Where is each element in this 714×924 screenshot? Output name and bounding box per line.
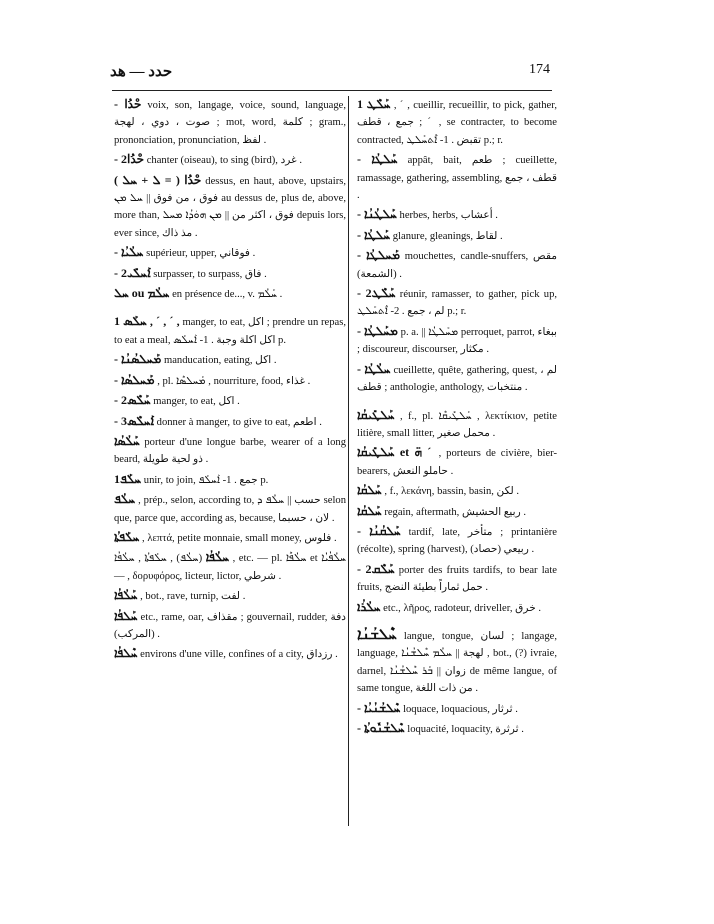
page-header: [110, 62, 550, 84]
entry-definition: herbes, herbs, أعشاب .: [399, 210, 498, 222]
dictionary-entry: [114, 96, 346, 149]
entry-headword: - ܡܚܰܠܛܳܐ: [357, 323, 398, 338]
dictionary-entry: [357, 503, 557, 521]
entry-headword: ܚܰܠܩܳܐ: [357, 483, 382, 498]
entry-headword: - ܚܰܠܛܳܐ: [357, 227, 391, 242]
entry-headword: ܚܠܳܦܳܐ: [205, 550, 230, 565]
entry-headword: ܚܰܠܳܦܳܐ: [114, 588, 138, 603]
entry-definition: cueillette, quête, gathering, quest, لم ، قطف ; anthologie, anthology, منتخبات .: [357, 364, 557, 394]
entry-definition: loquacité, loquacity, ثرثرة .: [407, 724, 524, 735]
entry-headword: - ܚܰܠܩܳܢܳܐ: [357, 523, 401, 538]
entry-headword: - ܚܰܠܛܳܐ: [357, 152, 398, 167]
left-column: [114, 96, 346, 666]
entry-definition: etc., rame, oar, مقذاف ; gouvernail, rudder, دفة (المركب) .: [114, 611, 346, 640]
entry-headword: - 2ܚܰܠܶܩ: [357, 561, 395, 576]
entry-headword: ܚܶܠܦܳܐ: [114, 646, 138, 661]
entry-definition: surpasser, to surpass, فاق .: [153, 268, 267, 280]
dictionary-entry: [357, 323, 557, 359]
dictionary-entry: [357, 561, 557, 597]
entry-definition: voix, son, langage, voice, sound, language, صوت ، دوي ، لهجة ; mot, word, كلمة ; gram., prononciation, pronunciation, لفظ .: [114, 100, 346, 146]
entry-headword: ܚܠܳܪܳܐ: [357, 599, 381, 614]
entry-definition: porter des fruits tardifs, to bear late fruits, حمل ثماراً بطيئة النضج .: [357, 564, 558, 594]
dictionary-entry: [357, 482, 557, 500]
entry-definition: regain, aftermath, ربيع الحشيش .: [384, 506, 526, 518]
entry-definition: en présence de..., v. ܚܰܠܳܡ .: [172, 289, 283, 301]
entry-definition: porteur d'une longue barbe, wearer of a long beard, ذو لحية طويلة .: [114, 436, 346, 466]
entry-definition: glanure, gleanings, لقاط .: [392, 230, 503, 242]
entry-definition: , bot., rave, turnip, لفت .: [140, 591, 246, 603]
entry-definition: , pl. ܡܰܚܠܣܶܐ , nourriture, food, غذاء .: [157, 375, 311, 387]
entry-definition: tardif, late, متأخر ; printanière (récolte), spring (harvest), ربيعي (حصاد) .: [357, 526, 558, 556]
entry-headword: ܚܠ ou ܚܠܳܡ: [114, 286, 170, 301]
entry-headword: - ܡܰܚܠܛܳܐ: [357, 248, 401, 263]
dictionary-entry: [114, 392, 346, 410]
entry-headword: ܚܰܠܩܳܐ: [357, 503, 382, 518]
dictionary-entry: [357, 285, 557, 321]
dictionary-entry: [114, 587, 346, 605]
dictionary-entry: [114, 413, 346, 431]
entry-headword: - ܡܰܚܠܣܳܐ: [114, 372, 155, 387]
dictionary-entry: [114, 351, 346, 369]
entry-definition: langue, tongue, لسان ; langage, language, لهجة || ܚܠܳܡ ܚܶܠܫܳܢܳܐ , bot., (?) ivraie, darnel, زوان || ܒܰܪ ܚܶܠܫܳܢܳܐ de même langue, of same tongue, من ذات اللغة .: [357, 630, 557, 695]
entry-headword: ܚܶܠܫܳܢܳܐ: [357, 626, 397, 643]
dictionary-entry: [114, 244, 346, 262]
dictionary-entry: [357, 523, 557, 559]
entry-definition: supérieur, upper, فوقاني .: [146, 248, 256, 260]
entry-definition: manger, to eat, اكل ; prendre un repas, to eat a meal, اكل اكلة وجبة . 1- ܐܰܚܠܰܣ p.: [114, 317, 347, 346]
entry-definition: unir, to join, جمع . 1- ܐܰܚܠܰܦ p.: [143, 474, 269, 486]
entry-definition: , f., λεκάνη, bassin, basin, لكن .: [384, 486, 519, 498]
entry-definition: , ˊ , cueillir, recueillir, to pick, gather, جمع ، قطف ; ˊ , se contracter, to become contracted, تقبض . 1- ܐܶܬܚܰܠܛ p.; r.: [357, 100, 557, 146]
entry-headword: - ܚܶܠܫܳܢܽܘܬܳܐ: [357, 721, 405, 735]
dictionary-entry: [357, 444, 557, 480]
entry-headword: - ܚܰܠܛܳܢܳܐ: [357, 207, 397, 222]
entry-definition: réunir, ramasser, to gather, pick up, لم ، جمع . 2- ܐܶܬܚܰܠܛ p.; r.: [357, 289, 558, 318]
entry-definition: environs d'une ville, confines of a city, رزداق .: [140, 649, 338, 661]
entry-headword: 1 ܚܰܠܶܛ: [357, 97, 391, 111]
dictionary-entry: [357, 361, 557, 397]
entry-definition: p. a. || ܡܚܰܠܛܳܐ perroquet, parrot, ببغاء ; discoureur, discourser, مكثار .: [357, 326, 557, 356]
dictionary-entry: [357, 700, 557, 718]
entry-headword: - ܚܶܠܫܳܢܳܝܳܐ: [357, 700, 401, 715]
dictionary-entry: [357, 227, 557, 245]
dictionary-entry: [114, 172, 346, 243]
entry-definition: loquace, loquacious, ثرثار .: [403, 703, 518, 715]
entry-headword: - ܚܠܳܛܳܐ: [357, 361, 391, 376]
entry-definition: etc., λῆρος, radoteur, driveller, خرق .: [383, 602, 542, 614]
header-rule: [112, 90, 552, 91]
entry-headword: حْدُا ( = ܠ + ܚܠ ): [114, 172, 202, 187]
dictionary-entry: [357, 96, 557, 149]
entry-headword: - 2حْدُا: [114, 152, 145, 167]
dictionary-entry: [357, 206, 557, 224]
entry-definition: (ܚܠܳܦ) , ܚܠܰܦܬܳܐ , ܚܠܳܦܳܐ , etc. — pl. ܚܠܳܦܶܐ et ܚܠܳܦܳܝܳܐ — , δορυφόρος, licteur, lictor, شرطي .: [114, 553, 346, 582]
dictionary-entry: [114, 529, 346, 547]
entry-definition: donner à manger, to give to eat, اطعم .: [156, 416, 322, 428]
entry-definition: , f., pl. ܚܰܠܛܺܝܩܶܐ , λεκτίκιον, petite litière, small litter, محمل صغير .: [357, 410, 557, 439]
entry-headword: - 3ܐܰܚܠܶܣ: [114, 413, 154, 428]
entry-headword: - 2ܚܰܠܶܣ: [114, 393, 151, 408]
entry-headword: ܚܰܠܛܺܝܩܳܐ: [357, 407, 395, 422]
entry-headword: ܚܰܠܳܣܳܐ: [114, 433, 140, 448]
entry-headword: 1 ܚܠܰܣ , ˊ , ˊ ,: [114, 314, 180, 329]
dictionary-entry: [114, 285, 346, 303]
entry-headword: ܚܰܠܛܺܝܩܳܐ et ܗ̈ ˊ: [357, 445, 434, 460]
dictionary-entry: [114, 471, 346, 489]
right-column: [348, 96, 557, 826]
dictionary-entry: [114, 265, 346, 283]
entry-headword: - حْدُا: [114, 97, 142, 111]
entry-definition: , prép., selon, according to, حسب || ܚܠܳܦ ܕ selon que, parce que, according as, because, لان ، حسبما .: [114, 495, 346, 524]
entry-headword: ܚܠܰܦܬܳܐ: [114, 529, 140, 544]
entry-headword: - 2ܐܰܚܠܺܝ: [114, 265, 151, 280]
entry-definition: , porteurs de civière, bier-bearers, حاملو النعش .: [357, 448, 557, 477]
entry-definition: dessus, en haut, above, upstairs, فوق ، من فوق || ܚܠ ܡܢ au dessus de, plus de, above, more than, فوق ، اكثر من || ܡܢ ܗܘܿܕܳܐ ܡܚܠ depuis lors, ever since, مذ ذاك .: [114, 175, 347, 239]
entry-definition: manger, to eat, اكل .: [153, 396, 240, 408]
dictionary-entry: [357, 627, 557, 698]
entry-definition: , λεπτά, petite monnaie, small money, فلوس .: [142, 532, 337, 544]
entry-definition: manducation, eating, اكل .: [163, 355, 277, 367]
dictionary-entry: [114, 433, 346, 469]
dictionary-entry: [114, 608, 346, 644]
dictionary-entry: [357, 720, 557, 738]
running-title: حدد — هد: [110, 64, 173, 80]
dictionary-entry: [114, 313, 346, 349]
entry-definition: chanter (oiseau), to sing (bird), غرد .: [146, 155, 302, 167]
dictionary-entry: [114, 645, 346, 663]
entry-headword: 1ܚܠܰܦ: [114, 471, 142, 486]
entry-headword: ܚܰܠܦܳܐ: [114, 608, 138, 623]
entry-definition: mouchettes, candle-snuffers, مقص (الشمعة) .: [357, 251, 557, 280]
dictionary-entry: [114, 549, 346, 585]
dictionary-entry: [357, 151, 557, 204]
entry-headword: - 2ܚܰܠܶܛ: [357, 286, 396, 301]
dictionary-entry: [114, 372, 346, 390]
entry-headword: - ܚܠܳܝܳܐ: [114, 245, 144, 260]
dictionary-entry: [114, 491, 346, 527]
entry-headword: ܚܠܳܦ: [114, 492, 136, 507]
dictionary-entry: [114, 151, 346, 169]
entry-definition: appât, bait, طعم ; cueillette, ramassage, gathering, assembling, قطف ، جمع .: [357, 155, 558, 202]
page-number: 174: [529, 62, 550, 77]
dictionary-entry: [357, 407, 557, 443]
dictionary-entry: [357, 599, 557, 617]
dictionary-entry: [357, 247, 557, 283]
entry-headword: - ܡܰܚܠܣܳܢܳܐ: [114, 352, 162, 367]
